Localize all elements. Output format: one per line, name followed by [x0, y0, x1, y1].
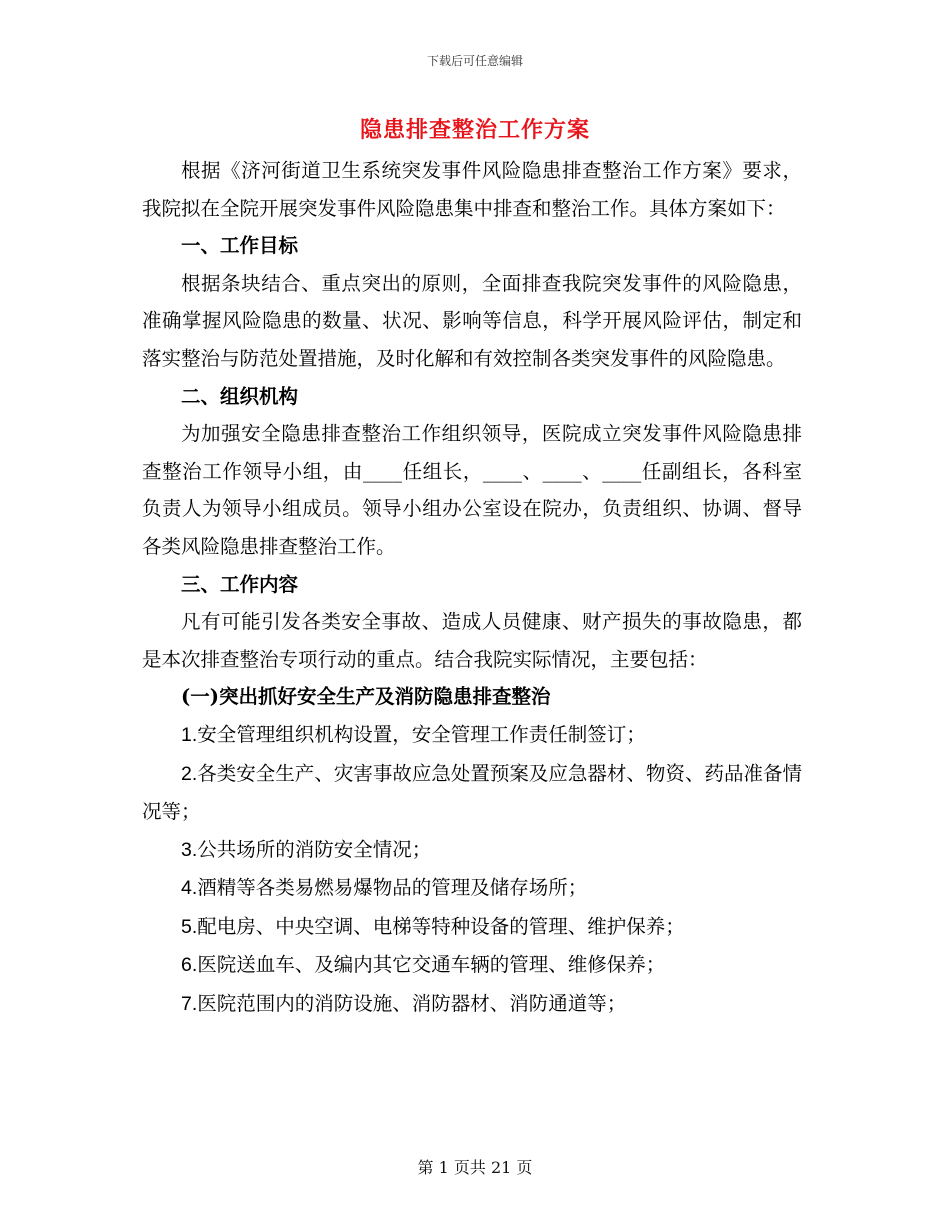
subsection-heading-safety: (一)突出抓好安全生产及消防隐患排查整治 — [181, 685, 551, 709]
list-item-text: 医院范围内的消防设施、消防器材、消防通道等； — [197, 992, 627, 1016]
page-footer: 第 1 页共 21 页 — [417, 1158, 533, 1177]
document-body — [142, 152, 802, 1024]
list-item-text: 酒精等各类易燃易爆物品的管理及储存场所； — [197, 876, 588, 900]
goal-paragraph: 根据条块结合、重点突出的原则，全面排查我院突发事件的风险隐患，准确掌握风险隐患的数量、状况、影响等信息，科学开展风险评估，制定和落实整治与防范处置措施，及时化解和有效控制各类突发事件的风险隐患。 — [142, 271, 802, 370]
list-item-number: 5. — [181, 915, 198, 938]
page-header: 下载后可任意编辑 — [426, 54, 523, 68]
organization-paragraph: 为加强安全隐患排查整治工作组织领导，医院成立突发事件风险隐患排查整治工作领导小组，由____任组长，____、____、____任副组长，各科室负责人为领导小组成员。领导小组办公室设在院办，负责组织、协调、督导各类风险隐患排查整治工作。 — [142, 422, 802, 558]
list-item-number: 2. — [181, 762, 198, 785]
list-item-text: 公共场所的消防安全情况； — [197, 837, 432, 861]
list-item-text: 医院送血车、及编内其它交通车辆的管理、维修保养； — [197, 953, 666, 977]
list-item-number: 6. — [181, 954, 198, 977]
list-item — [142, 985, 802, 1024]
section-heading-organization: 二、组织机构 — [181, 384, 299, 408]
intro-paragraph: 根据《济河街道卫生系统突发事件风险隐患排查整治工作方案》要求，我院拟在全院开展突发事件风险隐患集中排查和整治工作。具体方案如下： — [142, 159, 802, 220]
list-item-number: 3. — [181, 838, 198, 861]
list-item — [142, 716, 802, 755]
list-item — [142, 908, 802, 947]
list-item — [142, 831, 802, 870]
list-item-text: 配电房、中央空调、电梯等特种设备的管理、维护保养； — [197, 914, 685, 938]
section-heading-content: 三、工作内容 — [181, 572, 299, 596]
list-item — [142, 869, 802, 908]
list-item-number: 4. — [181, 877, 198, 900]
list-item-number: 1. — [181, 723, 198, 746]
list-item — [142, 755, 802, 831]
document-title: 隐患排查整治工作方案 — [359, 117, 590, 143]
list-item-number: 7. — [181, 993, 198, 1016]
list-item-text: 安全管理组织机构设置，安全管理工作责任制签订； — [197, 722, 646, 746]
list-item — [142, 946, 802, 985]
list-item-text: 各类安全生产、灾害事故应急处置预案及应急器材、物资、药品准备情况等； — [142, 761, 802, 824]
content-paragraph: 凡有可能引发各类安全事故、造成人员健康、财产损失的事故隐患，都是本次排查整治专项行动的重点。结合我院实际情况，主要包括： — [142, 610, 802, 671]
section-heading-goal: 一、工作目标 — [181, 234, 299, 258]
